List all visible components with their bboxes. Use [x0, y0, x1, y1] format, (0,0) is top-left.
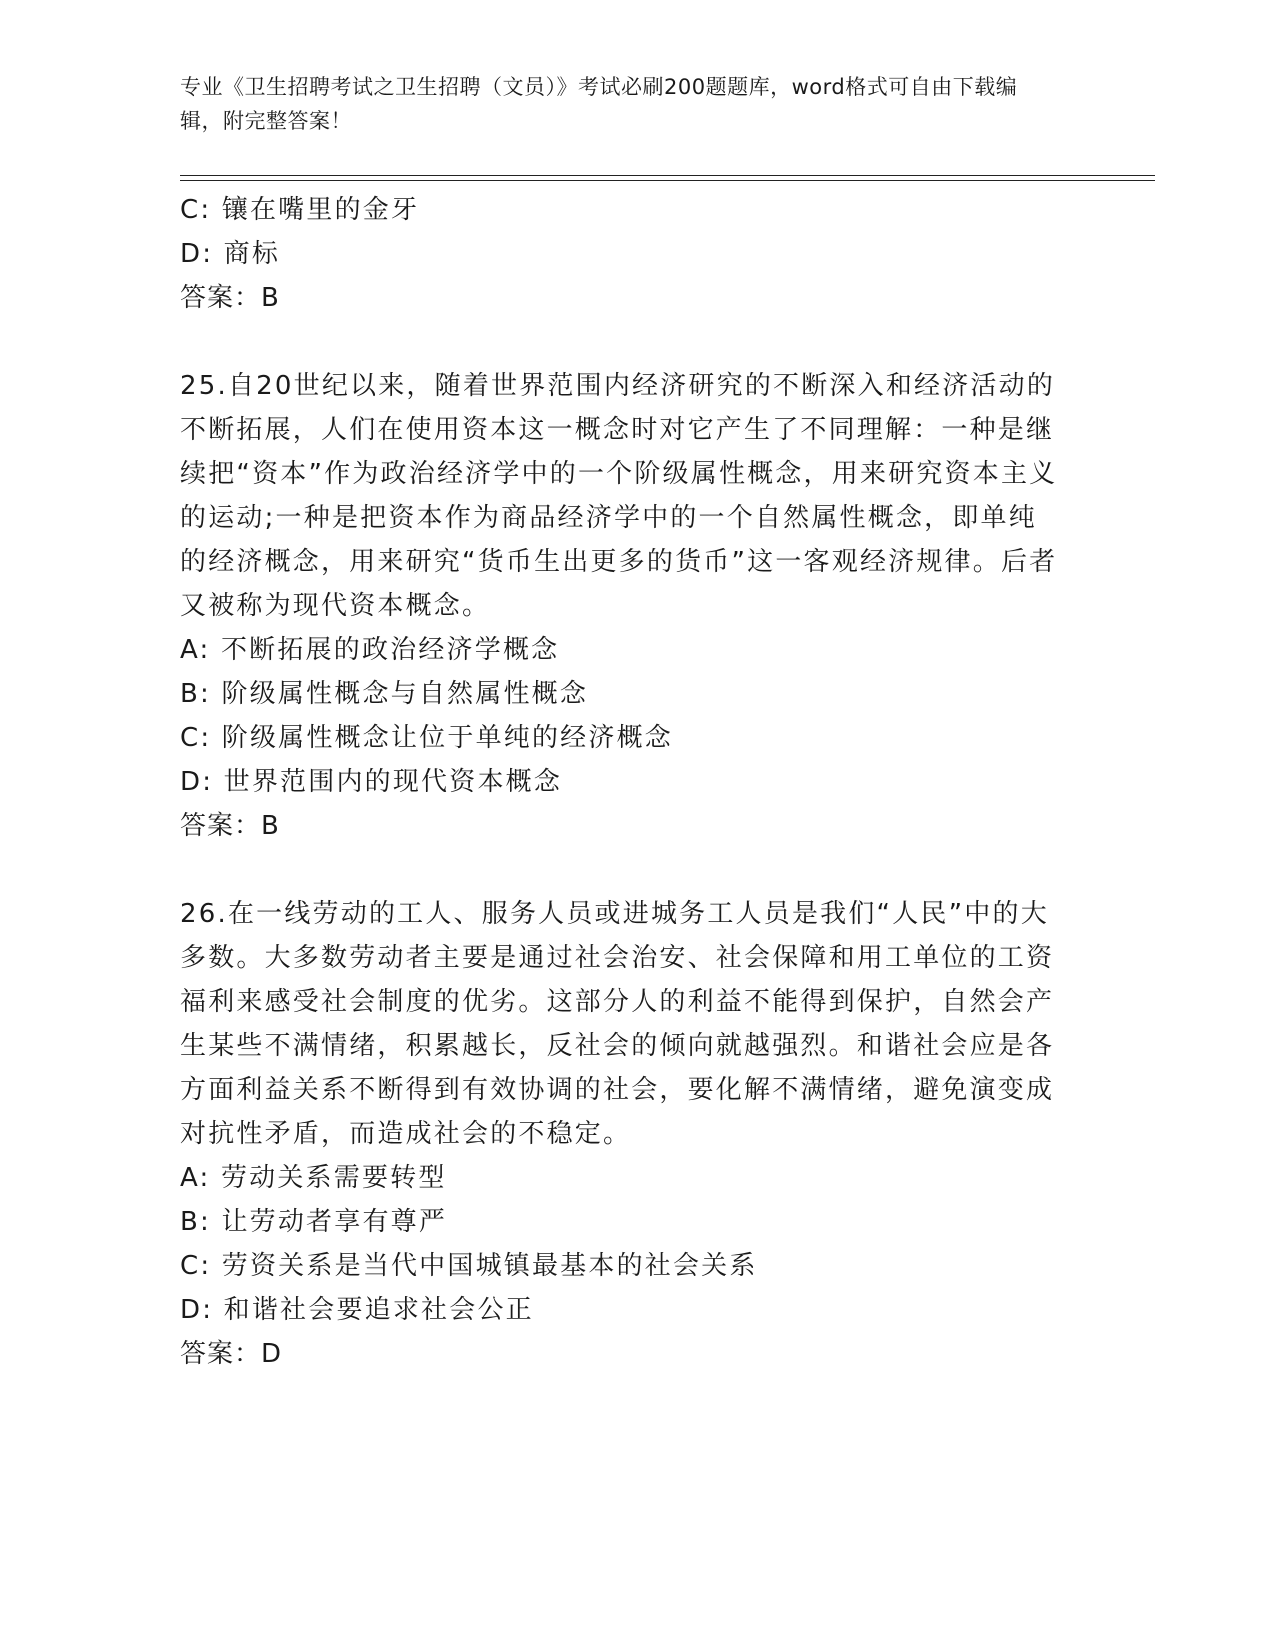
prev-question-tail [180, 188, 1060, 320]
option-d: D: 世界范围内的现代资本概念 [180, 767, 563, 797]
option-c: C: 阶级属性概念让位于单纯的经济概念 [180, 723, 673, 753]
header-rule-top [180, 175, 1155, 176]
option-a: A: 劳动关系需要转型 [180, 1163, 447, 1193]
option-b: B: 阶级属性概念与自然属性概念 [180, 679, 589, 709]
option-a: A: 不断拓展的政治经济学概念 [180, 635, 560, 665]
question-26 [180, 892, 1060, 1376]
option-d: D: 和谐社会要追求社会公正 [180, 1295, 534, 1325]
option-d: D: 商标 [180, 239, 281, 269]
question-25 [180, 364, 1060, 848]
question-stem: 26.在一线劳动的工人、服务人员或进城务工人员是我们“人民”中的大多数。大多数劳动者主要是通过社会治安、社会保障和用工单位的工资福利来感受社会制度的优劣。这部分人的利益不能得到保护，自然会产生某些不满情绪，积累越长，反社会的倾向就越强烈。和谐社会应是各方面利益关系不断得到有效协调的社会，要化解不满情绪，避免演变成对抗性矛盾，而造成社会的不稳定。 [180, 899, 1055, 1149]
question-stem: 25.自20世纪以来，随着世界范围内经济研究的不断深入和经济活动的不断拓展，人们在使用资本这一概念时对它产生了不同理解：一种是继续把“资本”作为政治经济学中的一个阶级属性概念，用来研究资本主义的运动;一种是把资本作为商品经济学中的一个自然属性概念，即单纯的经济概念，用来研究“货币生出更多的货币”这一客观经济规律。后者又被称为现代资本概念。 [180, 371, 1058, 621]
option-b: B: 让劳动者享有尊严 [180, 1207, 448, 1237]
question-content [180, 188, 1060, 1376]
header-rule-bottom [180, 180, 1155, 181]
option-c: C: 镶在嘴里的金牙 [180, 195, 420, 225]
answer-line: 答案：B [180, 811, 280, 841]
answer-line: 答案：D [180, 1339, 283, 1369]
page-header: 专业《卫生招聘考试之卫生招聘（文员）》考试必刷200题题库，word格式可自由下载编辑，附完整答案！ [180, 75, 1018, 133]
answer-line: 答案：B [180, 283, 280, 313]
option-c: C: 劳资关系是当代中国城镇最基本的社会关系 [180, 1251, 758, 1281]
